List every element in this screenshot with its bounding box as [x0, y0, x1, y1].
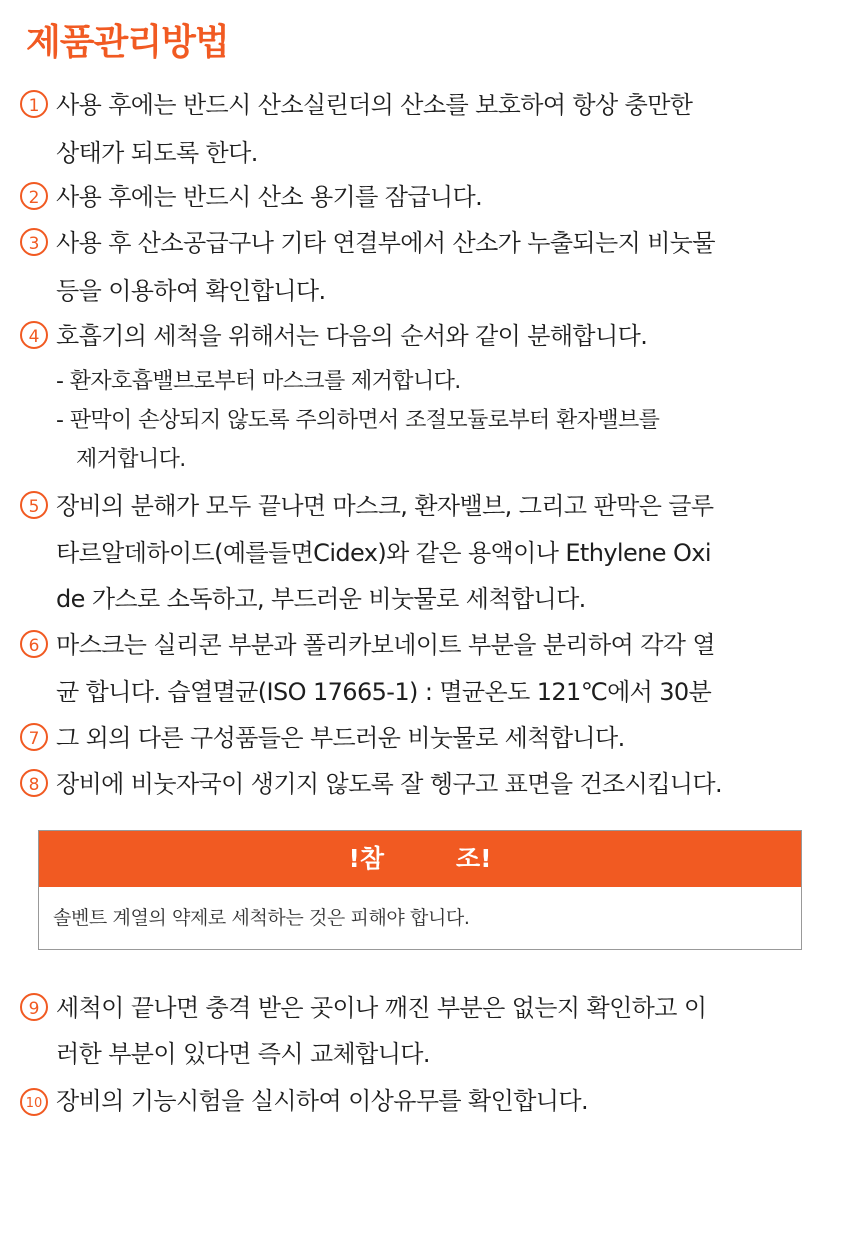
list-item	[20, 768, 722, 800]
item-text: 사용 후에는 반드시 산소 용기를 잠급니다.	[56, 183, 483, 211]
sub-item: - 환자호흡밸브로부터 마스크를 제거합니다.	[56, 369, 461, 394]
item-text: 세척이 끝나면 충격 받은 곳이나 깨진 부분은 없는지 확인하고 이	[56, 994, 707, 1022]
list-item	[20, 89, 692, 121]
list-item	[20, 320, 647, 352]
item-text: 호흡기의 세척을 위해서는 다음의 순서와 같이 분해합니다.	[56, 322, 648, 350]
number-badge: 1	[20, 90, 48, 118]
page-title: 제품관리방법	[26, 22, 229, 63]
note-body: 솔벤트 계열의 약제로 세척하는 것은 피해야 합니다.	[53, 907, 470, 929]
list-item	[20, 722, 625, 754]
item-text-continued: 러한 부분이 있다면 즉시 교체합니다.	[56, 1040, 430, 1068]
item-text-continued: 균 합니다. 습열멸균(ISO 17665-1) : 멸균온도 121℃에서 30분	[56, 678, 712, 706]
list-item	[20, 181, 482, 213]
list-item	[20, 992, 706, 1024]
note-header-left: !참	[348, 844, 384, 873]
number-badge: 3	[20, 228, 48, 256]
item-text-continued: de 가스로 소독하고, 부드러운 비눗물로 세척합니다.	[56, 585, 586, 613]
number-badge: 4	[20, 321, 48, 349]
item-text: 사용 후에는 반드시 산소실린더의 산소를 보호하여 항상 충만한	[56, 91, 693, 119]
item-text: 장비의 기능시험을 실시하여 이상유무를 확인합니다.	[56, 1087, 588, 1115]
sub-item: - 판막이 손상되지 않도록 주의하면서 조절모듈로부터 환자밸브를	[56, 408, 660, 433]
number-badge: 2	[20, 182, 48, 210]
list-item	[20, 1085, 588, 1117]
list-item	[20, 629, 715, 661]
sub-item-continued: 제거합니다.	[76, 447, 186, 472]
list-item	[20, 227, 715, 259]
item-text: 장비의 분해가 모두 끝나면 마스크, 환자밸브, 그리고 판막은 글루	[56, 492, 714, 520]
number-badge: 7	[20, 723, 48, 751]
note-header	[39, 831, 801, 887]
item-text: 그 외의 다른 구성품들은 부드러운 비눗물로 세척합니다.	[56, 724, 625, 752]
number-badge: 9	[20, 993, 48, 1021]
note-box	[38, 830, 802, 950]
list-item	[20, 490, 713, 522]
item-text-continued: 타르알데하이드(예를들면Cidex)와 같은 용액이나 Ethylene Oxi	[56, 539, 711, 567]
number-badge: 8	[20, 769, 48, 797]
item-text-continued: 상태가 되도록 한다.	[56, 139, 258, 167]
number-badge: 6	[20, 630, 48, 658]
item-text: 사용 후 산소공급구나 기타 연결부에서 산소가 누출되는지 비눗물	[56, 229, 715, 257]
item-text: 마스크는 실리콘 부분과 폴리카보네이트 부분을 분리하여 각각 열	[56, 631, 715, 659]
note-header-right: 조!	[456, 844, 492, 873]
item-text: 장비에 비눗자국이 생기지 않도록 잘 헹구고 표면을 건조시킵니다.	[56, 770, 722, 798]
number-badge: 5	[20, 491, 48, 519]
number-badge: 10	[20, 1088, 48, 1116]
item-text-continued: 등을 이용하여 확인합니다.	[56, 277, 326, 305]
